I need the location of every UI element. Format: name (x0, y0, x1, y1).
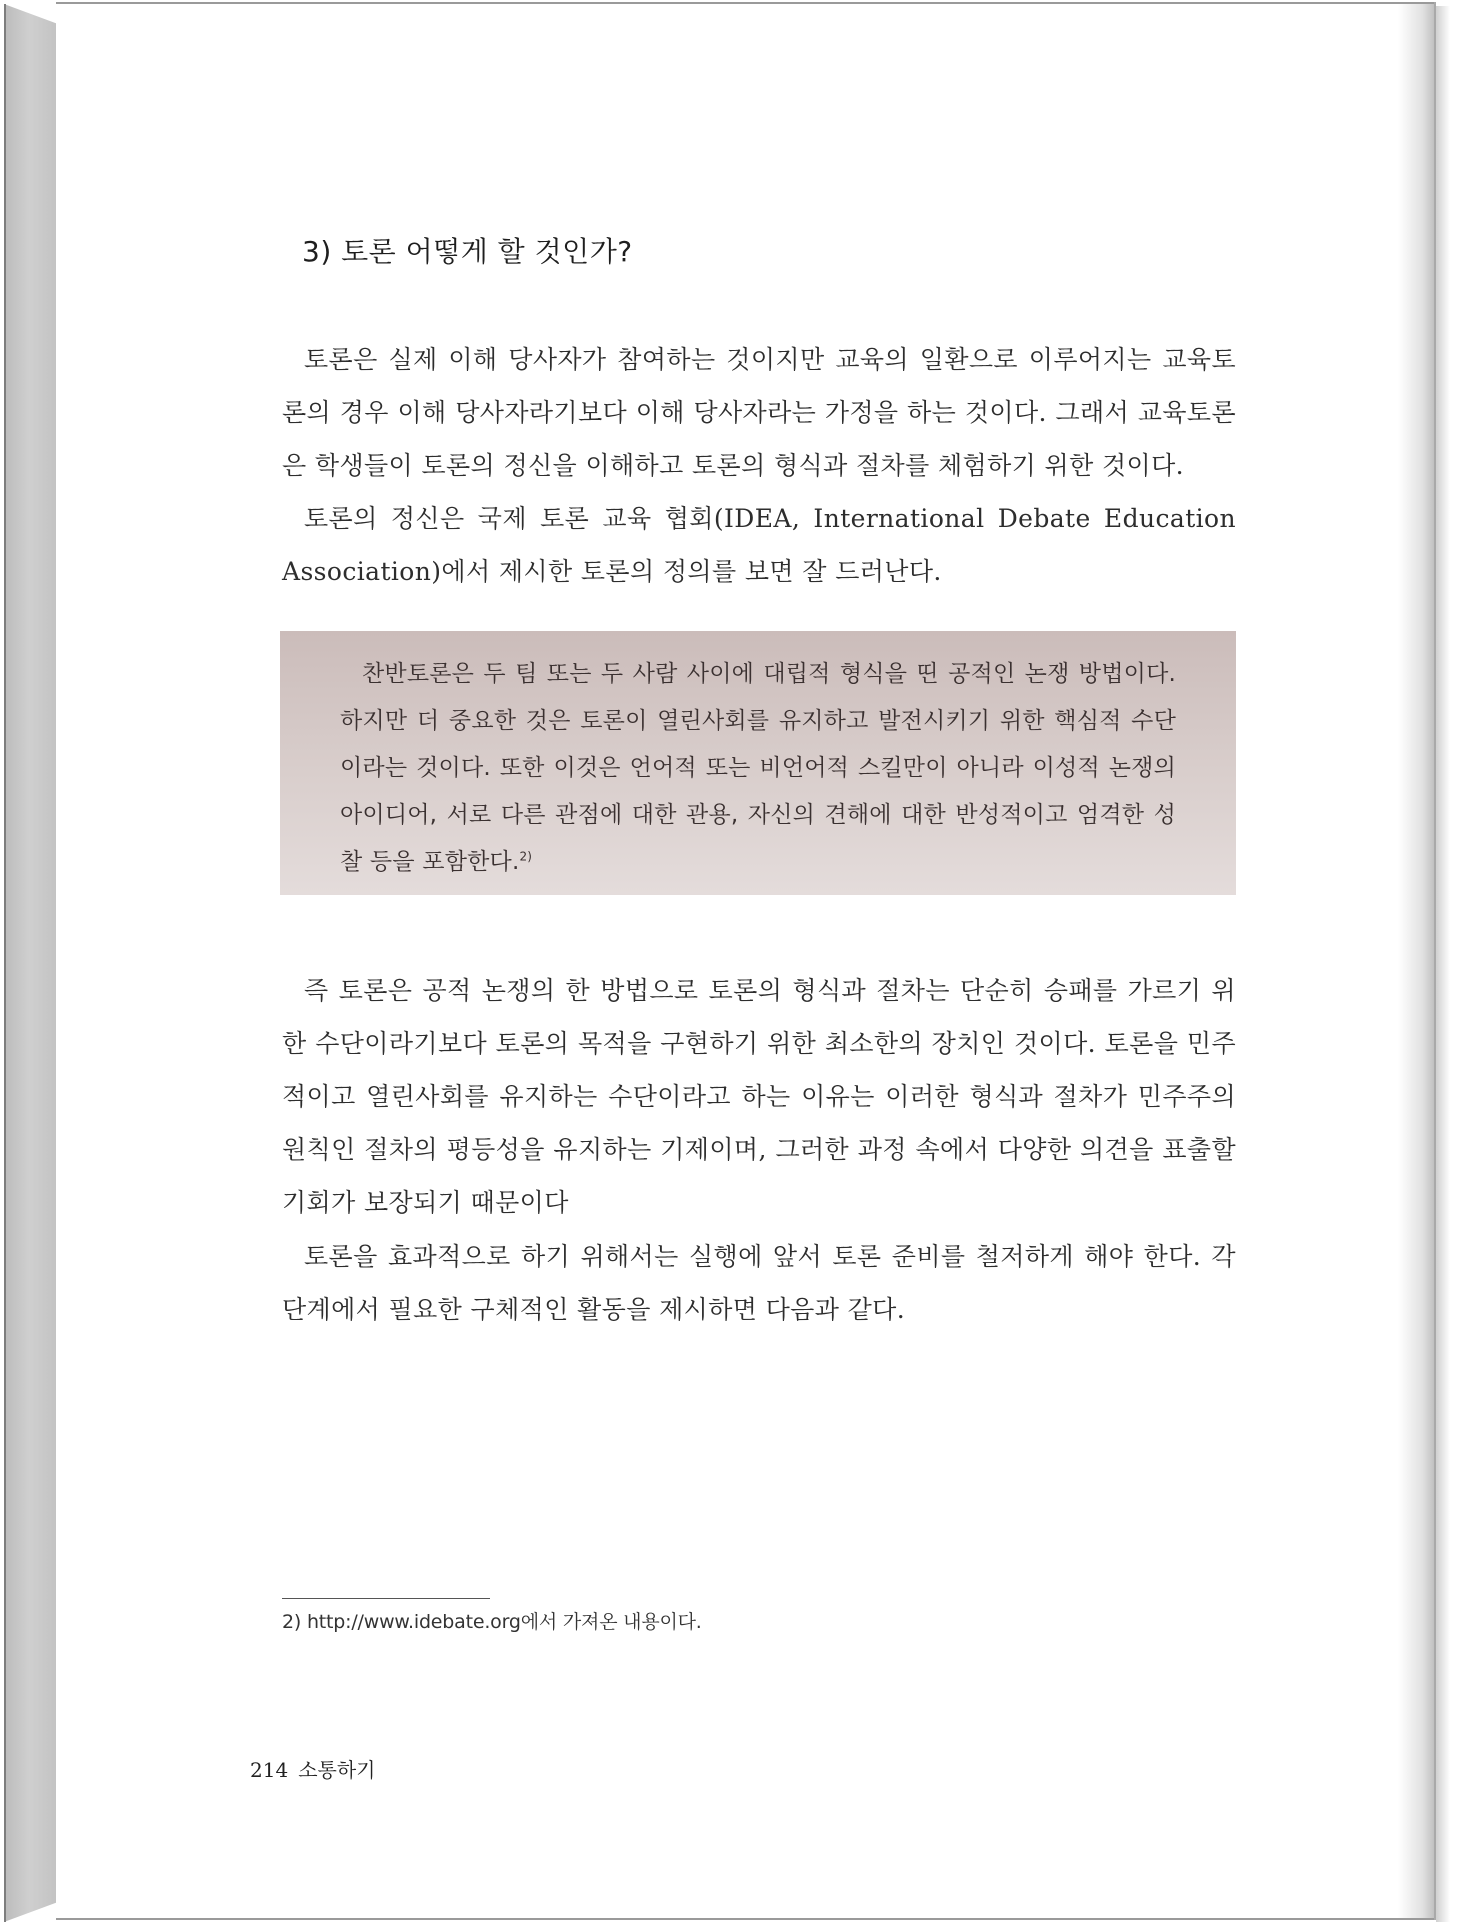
body-paragraph-3: 즉 토론은 공적 논쟁의 한 방법으로 토론의 형식과 절차는 단순히 승패를 가르기 위한 수단이라기보다 토론의 목적을 구현하기 위한 최소한의 장치인 것이다. 토론을 민주적이고 열린사회를 유지하는 수단이라고 하는 이유는 이러한 형식과 절차가 민주주의 원칙인 절차의 평등성을 유지하는 기제이며, 그러한 과정 속에서 다양한 의견을 표출할 기회가 보장되기 때문이다 (282, 976, 1236, 1217)
quote-text (340, 651, 1176, 886)
running-title: 소통하기 (298, 1758, 376, 1782)
page-right-shadow (1398, 4, 1436, 1918)
quote-body: 찬반토론은 두 팀 또는 두 사람 사이에 대립적 형식을 띤 공적인 논쟁 방법이다. 하지만 더 중요한 것은 토론이 열린사회를 유지하고 발전시키기 위한 핵심적 수단이라는 것이다. 또한 이것은 언어적 또는 비언어적 스킬만이 아니라 이성적 논쟁의 아이디어, 서로 다른 관점에 대한 관용, 자신의 견해에 대한 반성적이고 엄격한 성찰 등을 포함한다. (340, 661, 1176, 875)
book-spine (4, 4, 58, 1922)
quote-box (280, 631, 1236, 895)
footnote-reference: 2) (519, 849, 533, 864)
book-spine-edge (4, 4, 6, 1922)
page-footer (250, 1756, 375, 1784)
footnote: 2) http://www.idebate.org에서 가져온 내용이다. (282, 1611, 702, 1633)
body-paragraph-1: 토론은 실제 이해 당사자가 참여하는 것이지만 교육의 일환으로 이루어지는 교육토론의 경우 이해 당사자라기보다 이해 당사자라는 가정을 하는 것이다. 그래서 교육토론은 학생들이 토론의 정신을 이해하고 토론의 형식과 절차를 체험하기 위한 것이다. (282, 345, 1236, 480)
section-heading: 3) 토론 어떻게 할 것인가? (302, 235, 633, 268)
body-paragraph-4: 토론을 효과적으로 하기 위해서는 실행에 앞서 토론 준비를 철저하게 해야 한다. 각 단계에서 필요한 구체적인 활동을 제시하면 다음과 같다. (282, 1242, 1236, 1324)
body-paragraph-2: 토론의 정신은 국제 토론 교육 협회(IDEA, International Debate Education Association)에서 제시한 토론의 정의를 보면 잘 드러난다. (282, 504, 1236, 586)
footnote-divider (282, 1598, 490, 1599)
page-number: 214 (250, 1758, 289, 1782)
page-outer-shadow (1436, 6, 1450, 1922)
